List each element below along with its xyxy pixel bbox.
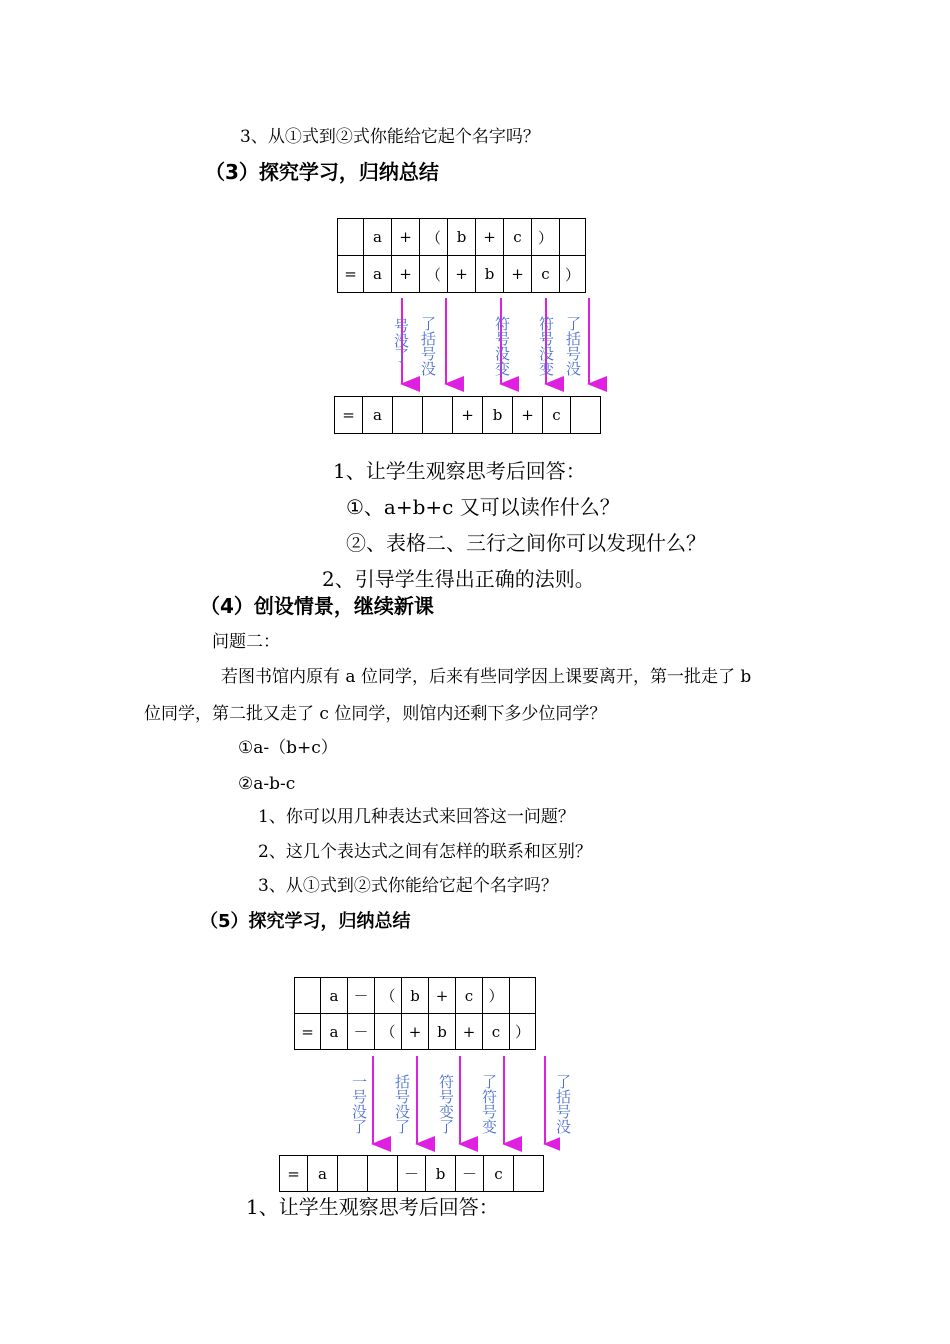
table-cell: － [348, 978, 375, 1014]
expression-table-1 [337, 218, 586, 293]
table-cell: + [476, 219, 504, 256]
table-cell: c [532, 256, 560, 293]
arrow-label: 符号没变 [537, 316, 555, 376]
expression-2: ②a-b-c [238, 774, 296, 794]
table-cell: ） [510, 1014, 536, 1050]
table-cell: a [321, 978, 348, 1014]
table-cell: c [543, 397, 571, 434]
question-1-text: 1、你可以用几种表达式来回答这一问题？ [258, 807, 575, 827]
question-3-text: 3、从①式到②式你能给它起个名字吗？ [240, 127, 540, 147]
question-3-text: 3、从①式到②式你能给它起个名字吗？ [258, 876, 558, 896]
arrows-group-2 [360, 1054, 560, 1154]
table-cell: = [280, 1156, 308, 1192]
question-2-text: 2、这几个表达式之间有怎样的联系和区别？ [258, 842, 592, 862]
table-cell [560, 219, 586, 256]
table-cell: － [456, 1156, 484, 1192]
table-cell: （ [420, 219, 448, 256]
problem-title: 问题二： [212, 632, 280, 652]
table-cell: + [513, 397, 543, 434]
table-cell: － [348, 1014, 375, 1050]
arrow-label: 符号没变 [493, 316, 511, 376]
answer-1-q1: ①、a+b+c 又可以读作什么？ [346, 495, 620, 519]
answer-1-q2: ②、表格二、三行之间你可以发现什么？ [346, 531, 706, 555]
arrow-label: 了括号没 [419, 316, 437, 376]
table-cell: + [392, 256, 420, 293]
section-heading-3: （3）探究学习，归纳总结 [205, 160, 439, 184]
table-cell [423, 397, 453, 434]
table-cell [338, 219, 364, 256]
table-cell [571, 397, 601, 434]
table-cell [338, 1156, 368, 1192]
expression-1: ①a-（b+c） [238, 738, 338, 758]
table-cell: － [398, 1156, 426, 1192]
table-cell: = [335, 397, 363, 434]
table-cell: c [484, 1156, 514, 1192]
arrow-label: 了括号没 [554, 1074, 572, 1134]
table-cell: + [392, 219, 420, 256]
table-cell: a [321, 1014, 348, 1050]
problem-line-2: 位同学，第二批又走了 c 位同学，则馆内还剩下多少位同学？ [144, 704, 607, 724]
arrow-label: 了符号变 [480, 1074, 498, 1134]
table-cell: c [456, 978, 483, 1014]
answer-2-text: 2、引导学生得出正确的法则。 [322, 567, 595, 591]
table-cell: a [363, 397, 393, 434]
section-heading-5: （5）探究学习，归纳总结 [200, 911, 411, 932]
table-cell [393, 397, 423, 434]
arrow-label: 一号没了 [350, 1074, 368, 1134]
table-cell: a [308, 1156, 338, 1192]
table-cell: b [483, 397, 513, 434]
table-cell [295, 978, 321, 1014]
table-cell: + [456, 1014, 483, 1050]
table-cell: + [448, 256, 476, 293]
arrow-label: 号没了 [392, 318, 410, 363]
table-cell [510, 978, 536, 1014]
table-cell: = [295, 1014, 321, 1050]
table-cell: + [453, 397, 483, 434]
table-cell: （ [375, 1014, 402, 1050]
table-cell: = [338, 256, 364, 293]
table-cell [368, 1156, 398, 1192]
table-cell: a [364, 219, 392, 256]
answer-1-text-2: 1、让学生观察思考后回答： [246, 1195, 499, 1219]
table-cell: b [476, 256, 504, 293]
table-cell: b [429, 1014, 456, 1050]
table-cell: ） [560, 256, 586, 293]
table-cell: + [402, 1014, 429, 1050]
result-table-2 [279, 1155, 544, 1192]
table-cell: c [504, 219, 532, 256]
table-cell: + [429, 978, 456, 1014]
arrow-label: 括号没了 [393, 1074, 411, 1134]
section-heading-4: （4）创设情景，继续新课 [200, 594, 434, 618]
table-cell: b [402, 978, 429, 1014]
answer-1-text: 1、让学生观察思考后回答： [333, 459, 586, 483]
result-table-1 [334, 396, 601, 434]
table-cell: a [364, 256, 392, 293]
problem-line-1: 若图书馆内原有 a 位同学，后来有些同学因上课要离开，第一批走了 b [221, 667, 752, 687]
expression-table-2 [294, 977, 536, 1050]
arrow-label: 了括号没 [564, 316, 582, 376]
table-cell: b [448, 219, 476, 256]
table-cell: b [426, 1156, 456, 1192]
table-cell [514, 1156, 544, 1192]
arrow-label: 符号变了 [437, 1074, 455, 1134]
table-cell: （ [420, 256, 448, 293]
table-cell: ） [483, 978, 510, 1014]
table-cell: c [483, 1014, 510, 1050]
table-cell: （ [375, 978, 402, 1014]
table-cell: ） [532, 219, 560, 256]
table-cell: + [504, 256, 532, 293]
